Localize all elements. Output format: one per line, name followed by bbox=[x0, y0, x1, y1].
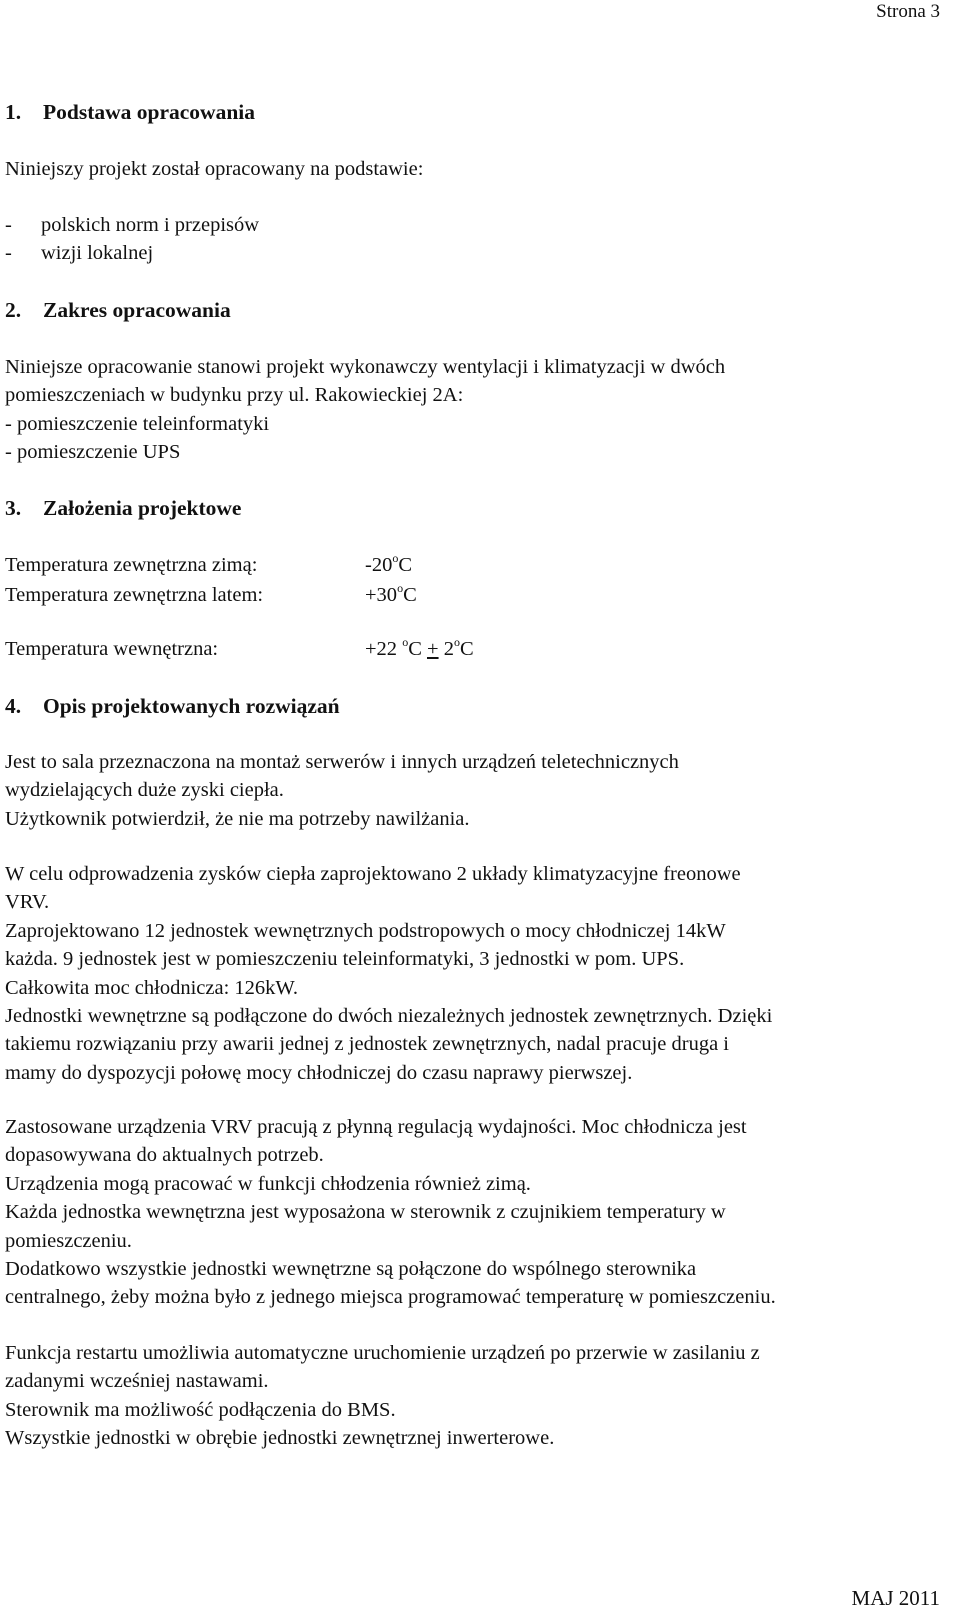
section-1-list bbox=[5, 211, 940, 268]
section-4-p3: Zastosowane urządzenia VRV pracują z płynną regulacją wydajności. Moc chłodnicza jest dopasowywana do aktualnych potrzeb. Urządzenia mogą pracować w funkcji chłodzenia również zimą. Każda jednostka wewnętrzna jest wyposażona w sterownik z czujnikiem temperatury w pomieszczeniu. Dodatkowo wszystkie jednostki wewnętrzne są połączone do wspólnego sterownika centralnego, żeby można było z jednego miejsca programować temperaturę w pomieszczeniu. bbox=[5, 1116, 776, 1309]
section-heading: 4. Opis projektowanych rozwiązań bbox=[5, 694, 340, 718]
section-4-p1: Jest to sala przeznaczona na montaż serwerów i innych urządzeń teletechnicznych wydzielających duże zyski ciepła. Użytkownik potwierdził, że nie ma potrzeby nawilżania. bbox=[5, 751, 679, 830]
section-1 bbox=[5, 98, 940, 126]
temp-winter: Temperatura zewnętrzna zimą: -20$^o$C bbox=[5, 551, 413, 576]
section-3 bbox=[5, 494, 940, 522]
footer-date: MAJ 2011 bbox=[851, 1585, 940, 1610]
temp-summer: Temperatura zewnętrzna latem: $+30^oC$ bbox=[5, 581, 417, 607]
list-item: - wizji lokalnej bbox=[5, 242, 154, 265]
temperature-table bbox=[5, 551, 940, 612]
section-1-intro: Niniejszy projekt został opracowany na podstawie: bbox=[5, 158, 424, 180]
section-4-p4: Funkcja restartu umożliwia automatyczne uruchomienie urządzeń po przerwie w zasilaniu z zadanymi wcześniej nastawami. Sterownik ma możliwość podłączenia do BMS. Wszystkie jednostki w obrębie jednostki zewnętrznej inwerterowe. bbox=[5, 1342, 760, 1450]
page-number: Strona 3 bbox=[876, 1, 940, 22]
section-heading: 1. Podstawa opracowania bbox=[5, 100, 256, 124]
section-2 bbox=[5, 296, 940, 324]
section-2-body: Niniejsze opracowanie stanowi projekt wykonawczy wentylacji i klimatyzacji w dwóch pomieszczeniach w budynku przy ul. Rakowieckiej 2A: - pomieszczenie teleinformatyki - pomieszczenie UPS bbox=[5, 356, 726, 464]
section-4 bbox=[5, 692, 940, 720]
section-heading: 3. Założenia projektowe bbox=[5, 496, 242, 520]
list-item: - polskich norm i przepisów bbox=[5, 214, 260, 236]
section-heading: 2. Zakres opracowania bbox=[5, 298, 231, 322]
section-4-p2: W celu odprowadzenia zysków ciepła zaprojektowano 2 układy klimatyzacyjne freonowe VRV. Zaprojektowano 12 jednostek wewnętrznych podstropowych o mocy chłodniczej 14kW każda. 9 jednostek jest w pomieszczeniu teleinformatyki, 3 jednostki w pom. UPS. Całkowita moc chłodnicza: 126kW. Jednostki wewnętrzne są podłączone do dwóch niezależnych jednostek zewnętrznych. Dzięki takiemu rozwiązaniu przy awarii jednej z jednostek zewnętrznych, nadal pracuje druga i mamy do dyspozycji połowę mocy chłodniczej do czasu naprawy pierwszej. bbox=[5, 863, 773, 1084]
temp-inner: Temperatura wewnętrzna: +22 $^oC + 2^oC$ bbox=[5, 635, 474, 660]
